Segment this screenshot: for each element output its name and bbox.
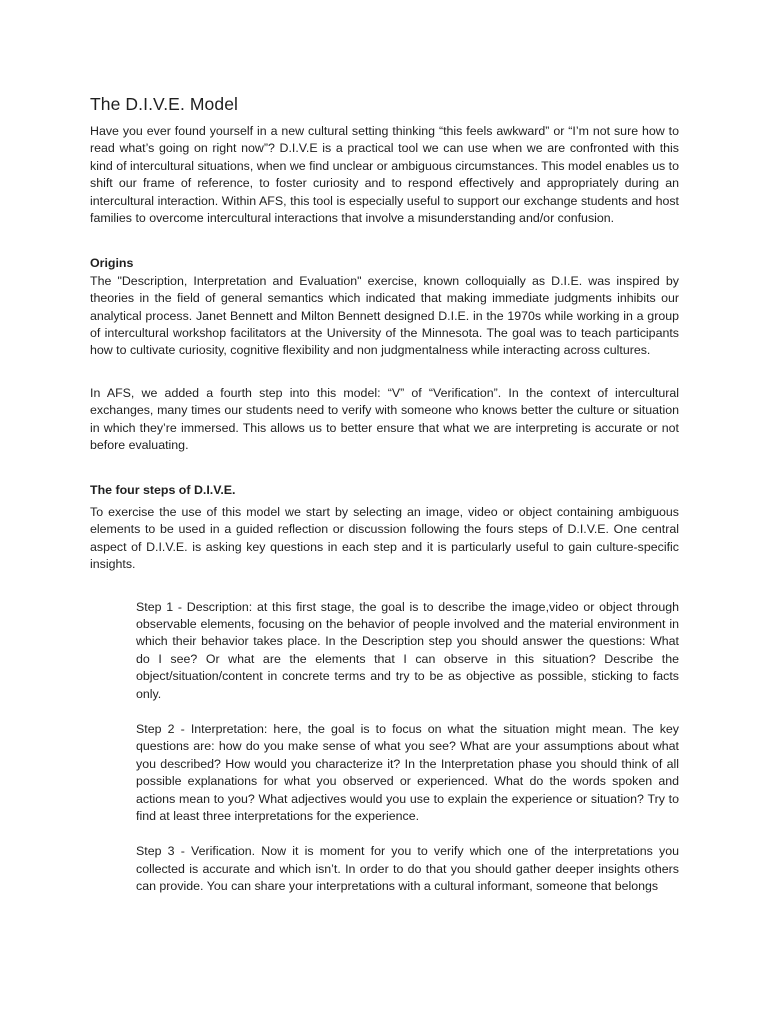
four-steps-heading: The four steps of D.I.V.E. xyxy=(90,482,236,497)
step-list xyxy=(136,599,679,896)
afs-verification-paragraph: In AFS, we added a fourth step into this model: “V” of “Verification”. In the context of intercultural exchanges, many times our students need to verify with someone who knows better the culture or situation in which they’re immersed. This allows us to better ensure that what we are interpreting is accurate or not before evaluating. xyxy=(90,385,679,453)
origins-heading: Origins xyxy=(90,256,134,271)
document-content xyxy=(90,93,679,914)
four-steps-intro-paragraph: To exercise the use of this model we start by selecting an image, video or object containing ambiguous elements to be used in a guided reflection or discussion following the fours steps of D.I.V.E. One central aspect of D.I.V.E. is asking key questions in each step and it is particularly useful to gain culture-specific insights. xyxy=(90,504,679,572)
step-verification: Step 3 - Verification. Now it is moment for you to verify which one of the interpretations you collected is accurate and which isn’t. In order to do that you should gather deeper insights others can provide. You can share your interpretations with a cultural informant, someone that belongs xyxy=(136,844,679,894)
step-description: Step 1 - Description: at this first stage, the goal is to describe the image,video or object through observable elements, focusing on the behavior of people involved and the material environment in which their behavior takes place. In the Description step you should answer the questions: What do I see? Or what are the elements that I can observe in this situation? Describe the object/situation/content in concrete terms and try to be as objective as possible, sticking to facts only. xyxy=(136,599,679,701)
step-interpretation: Step 2 - Interpretation: here, the goal is to focus on what the situation might mean. The key questions are: how do you make sense of what you see? What are your assumptions about what you described? How would you characterize it? In the Interpretation phase you should think of all possible explanations for what you observed or experienced. What do the words spoken and actions mean to you? What adjectives would you use to explain the experience or situation? Try to find at least three interpretations for the experience. xyxy=(136,721,679,823)
origins-paragraph: The "Description, Interpretation and Evaluation" exercise, known colloquially as D.I.E. was inspired by theories in the field of general semantics which indicated that making immediate judgments inhibits our analytical process. Janet Bennett and Milton Bennett designed D.I.E. in the 1970s while working in a group of intercultural workshop facilitators at the University of the Minnesota. The goal was to teach participants how to cultivate curiosity, cognitive flexibility and non judgmentalness while interacting across cultures. xyxy=(90,273,679,358)
page-title: The D.I.V.E. Model xyxy=(90,94,239,114)
intro-paragraph: Have you ever found yourself in a new cultural setting thinking “this feels awkward” or “I’m not sure how to read what’s going on right now”? D.I.V.E is a practical tool we can use when we are confronted with this kind of intercultural situations, when we find unclear or ambiguous circumstances. This model enables us to shift our frame of reference, to foster curiosity and to respond effectively and appropriately during an intercultural interaction. Within AFS, this tool is especially useful to support our exchange students and host families to overcome intercultural interactions that involve a misunderstanding and/or confusion. xyxy=(90,124,679,226)
